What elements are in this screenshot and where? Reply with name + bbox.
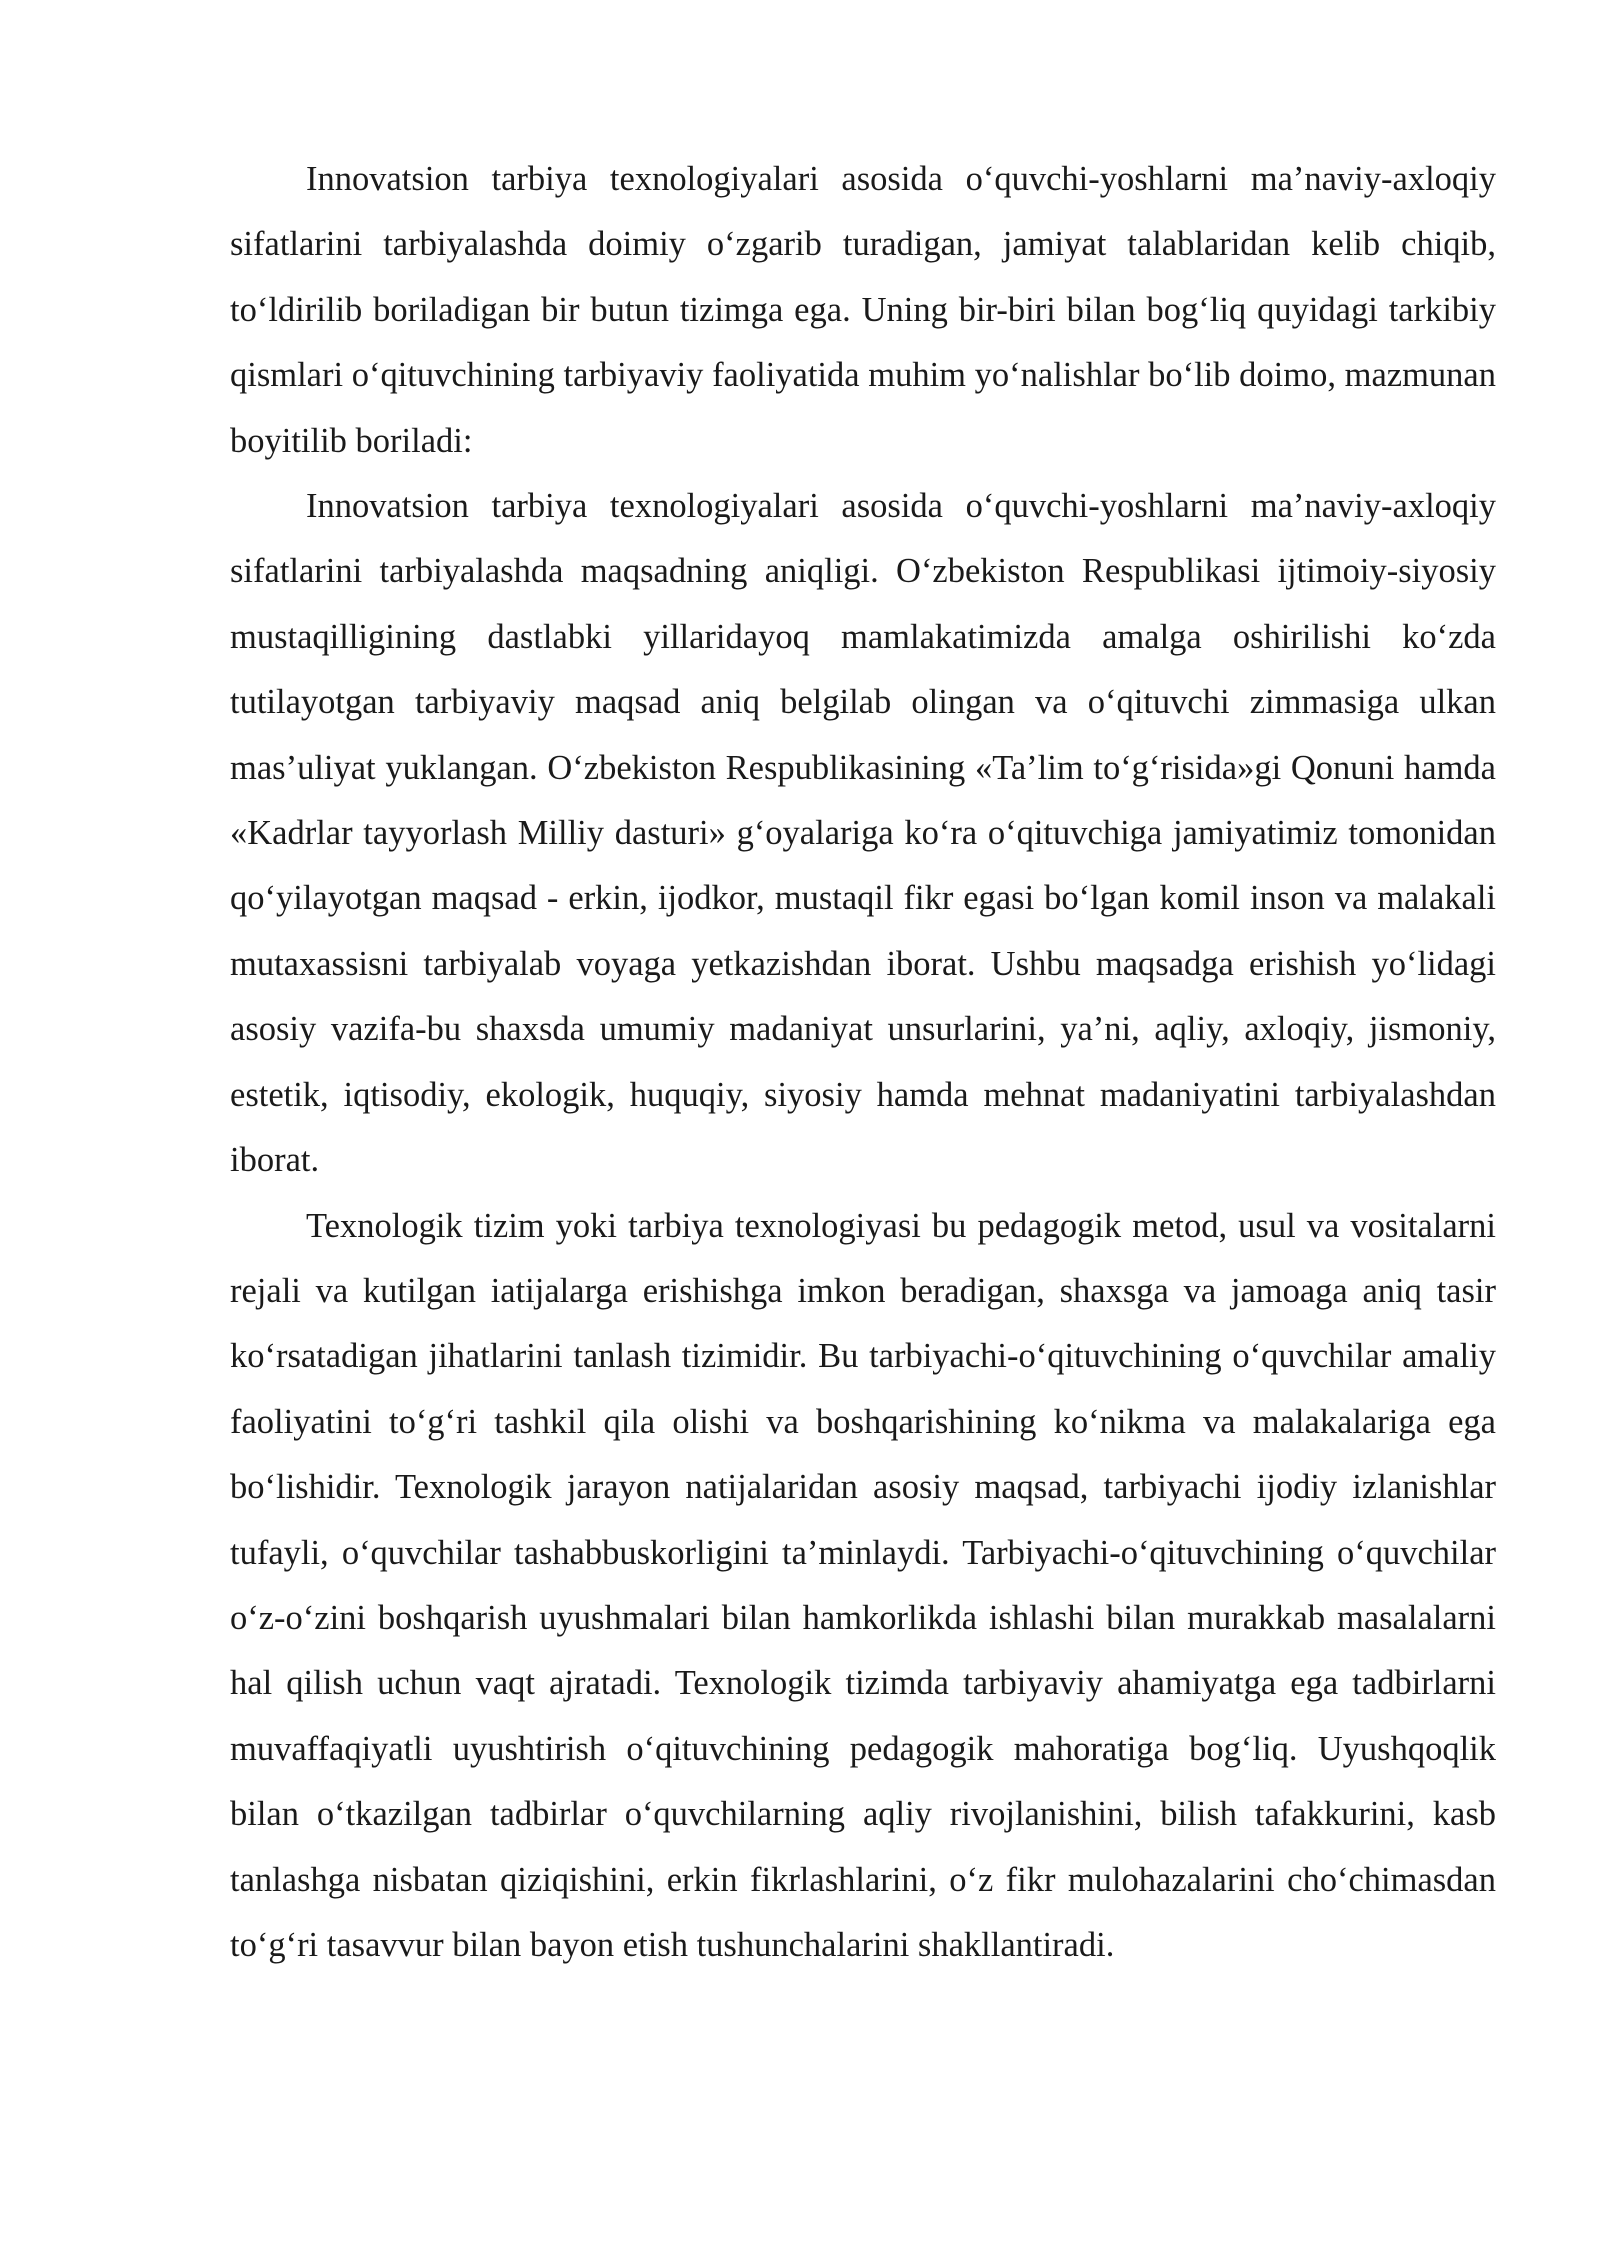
- paragraph-1: Innovatsion tarbiya texnologiyalari asosida o‘quvchi-yoshlarni ma’naviy-axloqiy sifatlarini tarbiyalashda doimiy o‘zgarib turadigan, jamiyat talablaridan kelib chiqib, to‘ldirilib boriladigan bir butun tizimga ega. Uning bir-biri bilan bog‘liq quyidagi tarkibiy qismlari o‘qituvchining tarbiyaviy faoliyatida muhim yo‘nalishlar bo‘lib doimo, mazmunan boyitilib boriladi:: [230, 160, 1496, 460]
- paragraph-3: Texnologik tizim yoki tarbiya texnologiyasi bu pedagogik metod, usul va vositalarni rejali va kutilgan iatijalarga erishishga imkon beradigan, shaxsga va jamoaga aniq tasir ko‘rsatadigan jihatlarini tanlash tizimidir. Bu tarbiyachi-o‘qituvchining o‘quvchilar amaliy faoliyatini to‘g‘ri tashkil qila olishi va boshqarishining ko‘nikma va malakalariga ega bo‘lishidir. Texnologik jarayon natijalaridan asosiy maqsad, tarbiyachi ijodiy izlanishlar tufayli, o‘quvchilar tashabbuskorligini ta’minlaydi. Tarbiyachi-o‘qituvchining o‘quvchilar o‘z-o‘zini boshqarish uyushmalari bilan hamkorlikda ishlashi bilan murakkab masalalarni hal qilish uchun vaqt ajratadi. Texnologik tizimda tarbiyaviy ahamiyatga ega tadbirlarni muvaffaqiyatli uyushtirish o‘qituvchining pedagogik mahoratiga bog‘liq. Uyushqoqlik bilan o‘tkazilgan tadbirlar o‘quvchilarning aqliy rivojlanishini, bilish tafakkurini, kasb tanlashga nisbatan qiziqishini, erkin fikrlashlarini, o‘z fikr mulohazalarini cho‘chimasdan to‘g‘ri tasavvur bilan bayon etish tushunchalarini shakllantiradi.: [230, 1206, 1496, 1964]
- body-text: [230, 147, 1496, 1978]
- paragraph-2: Innovatsion tarbiya texnologiyalari asosida o‘quvchi-yoshlarni ma’naviy-axloqiy sifatlarini tarbiyalashda maqsadning aniqligi. O‘zbekiston Respublikasi ijtimoiy-siyosiy mustaqilligining dastlabki yillaridayoq mamlakatimizda amalga oshirilishi ko‘zda tutilayotgan tarbiyaviy maqsad aniq belgilab olingan va o‘qituvchi zimmasiga ulkan mas’uliyat yuklangan. O‘zbekiston Respublikasining «Ta’lim to‘g‘risida»gi Qonuni hamda «Kadrlar tayyorlash Milliy dasturi» g‘oyalariga ko‘ra o‘qituvchiga jamiyatimiz tomonidan qo‘yilayotgan maqsad - erkin, ijodkor, mustaqil fikr egasi bo‘lgan komil inson va malakali mutaxassisni tarbiyalab voyaga yetkazishdan iborat. Ushbu maqsadga erishish yo‘lidagi asosiy vazifa-bu shaxsda umumiy madaniyat unsurlarini, ya’ni, aqliy, axloqiy, jismoniy, estetik, iqtisodiy, ekologik, huquqiy, siyosiy hamda mehnat madaniyatini tarbiyalashdan iborat.: [230, 487, 1496, 1180]
